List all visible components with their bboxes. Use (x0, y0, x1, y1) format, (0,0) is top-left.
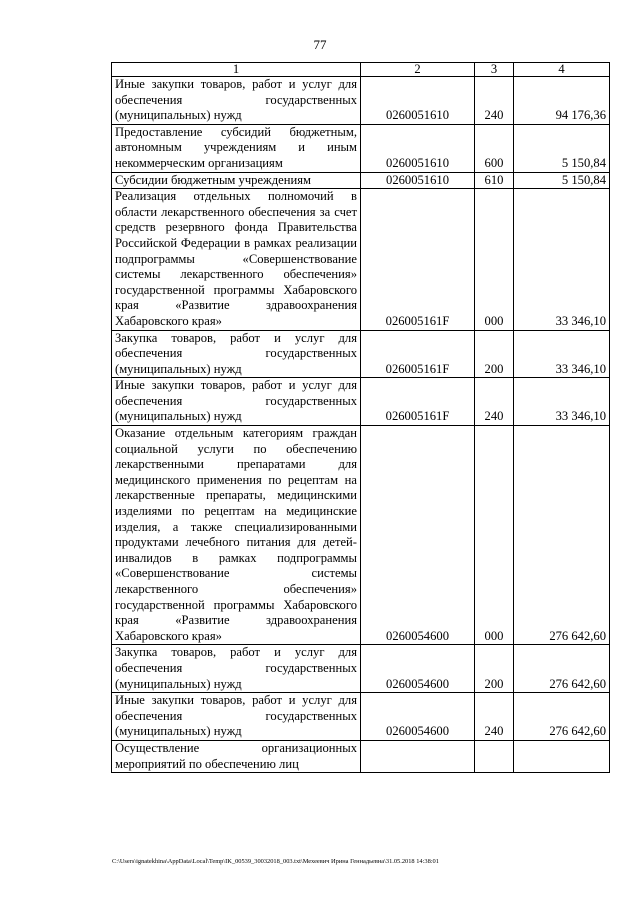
row-name-cell: Субсидии бюджетным учреждениям (112, 172, 361, 189)
row-code-cell: 0260054600 (361, 693, 475, 741)
row-expense-type-cell: 200 (475, 330, 514, 378)
row-expense-type-cell: 240 (475, 693, 514, 741)
column-header-1: 1 (112, 63, 361, 77)
row-code-cell: 026005161F (361, 378, 475, 426)
table-row (112, 330, 610, 378)
table-row (112, 693, 610, 741)
row-code-cell: 026005161F (361, 189, 475, 330)
row-code-cell: 0260051610 (361, 77, 475, 125)
row-amount-cell: 276 642,60 (514, 426, 610, 645)
row-expense-type-cell: 000 (475, 189, 514, 330)
row-name-cell: Иные закупки товаров, работ и услуг для обеспечения государственных (муниципальных) нужд (112, 77, 361, 125)
row-name-cell: Оказание отдельным категориям граждан социальной услуги по обеспечению лекарственными препаратами для медицинского применения по рецептам на лекарственные препараты, медицинскими изделиями по рецептам на медицинские изделия, а также специализированными продуктами лечебного питания для детей-инвалидов в рамках подпрограммы «Совершенствование системы лекарственного обеспечения» государственной программы Хабаровского края «Развитие здравоохранения Хабаровского края» (112, 426, 361, 645)
table-row (112, 378, 610, 426)
row-name-cell: Иные закупки товаров, работ и услуг для обеспечения государственных (муниципальных) нужд (112, 693, 361, 741)
row-amount-cell: 276 642,60 (514, 693, 610, 741)
page-number: 77 (313, 37, 327, 52)
table-row (112, 426, 610, 645)
column-header-4: 4 (514, 63, 610, 77)
row-amount-cell: 276 642,60 (514, 645, 610, 693)
table-row (112, 645, 610, 693)
row-code-cell: 026005161F (361, 330, 475, 378)
row-code-cell: 0260054600 (361, 645, 475, 693)
budget-table (111, 62, 610, 773)
row-code-cell: 0260051610 (361, 172, 475, 189)
row-amount-cell (514, 740, 610, 772)
table-row (112, 124, 610, 172)
row-code-cell (361, 740, 475, 772)
row-amount-cell: 33 346,10 (514, 330, 610, 378)
row-expense-type-cell: 240 (475, 378, 514, 426)
row-name-cell: Предоставление субсидий бюджетным, автономным учреждениям и иным некоммерческим организациям (112, 124, 361, 172)
row-name-cell: Реализация отдельных полномочий в области лекарственного обеспечения за счет средств резервного фонда Правительства Российской Федерации в рамках реализации подпрограммы «Совершенствование системы лекарственного обеспечения» государственной программы Хабаровского края «Развитие здравоохранения Хабаровского края» (112, 189, 361, 330)
row-name-cell: Закупка товаров, работ и услуг для обеспечения государственных (муниципальных) нужд (112, 645, 361, 693)
row-expense-type-cell (475, 740, 514, 772)
column-header-2: 2 (361, 63, 475, 77)
table-row (112, 189, 610, 330)
row-amount-cell: 5 150,84 (514, 124, 610, 172)
row-expense-type-cell: 600 (475, 124, 514, 172)
row-name-cell: Иные закупки товаров, работ и услуг для обеспечения государственных (муниципальных) нужд (112, 378, 361, 426)
row-amount-cell: 33 346,10 (514, 378, 610, 426)
table-row (112, 740, 610, 772)
row-expense-type-cell: 200 (475, 645, 514, 693)
row-expense-type-cell: 240 (475, 77, 514, 125)
column-header-3: 3 (475, 63, 514, 77)
table-row (112, 172, 610, 189)
row-name-cell: Закупка товаров, работ и услуг для обеспечения государственных (муниципальных) нужд (112, 330, 361, 378)
row-code-cell: 0260054600 (361, 426, 475, 645)
table-header-row (112, 63, 610, 77)
row-amount-cell: 94 176,36 (514, 77, 610, 125)
row-expense-type-cell: 610 (475, 172, 514, 189)
table-row (112, 77, 610, 125)
row-amount-cell: 33 346,10 (514, 189, 610, 330)
row-code-cell: 0260051610 (361, 124, 475, 172)
row-expense-type-cell: 000 (475, 426, 514, 645)
row-name-cell: Осуществление организационных мероприятий по обеспечению лиц (112, 740, 361, 772)
row-amount-cell: 5 150,84 (514, 172, 610, 189)
footer-file-path: C:\Users\ignatekhina\AppData\Local\Temp\IK_00539_30032018_003.txt\Мехеевич Ирина Геннадьевна\31.05.2018 14:38:01 (112, 858, 439, 865)
